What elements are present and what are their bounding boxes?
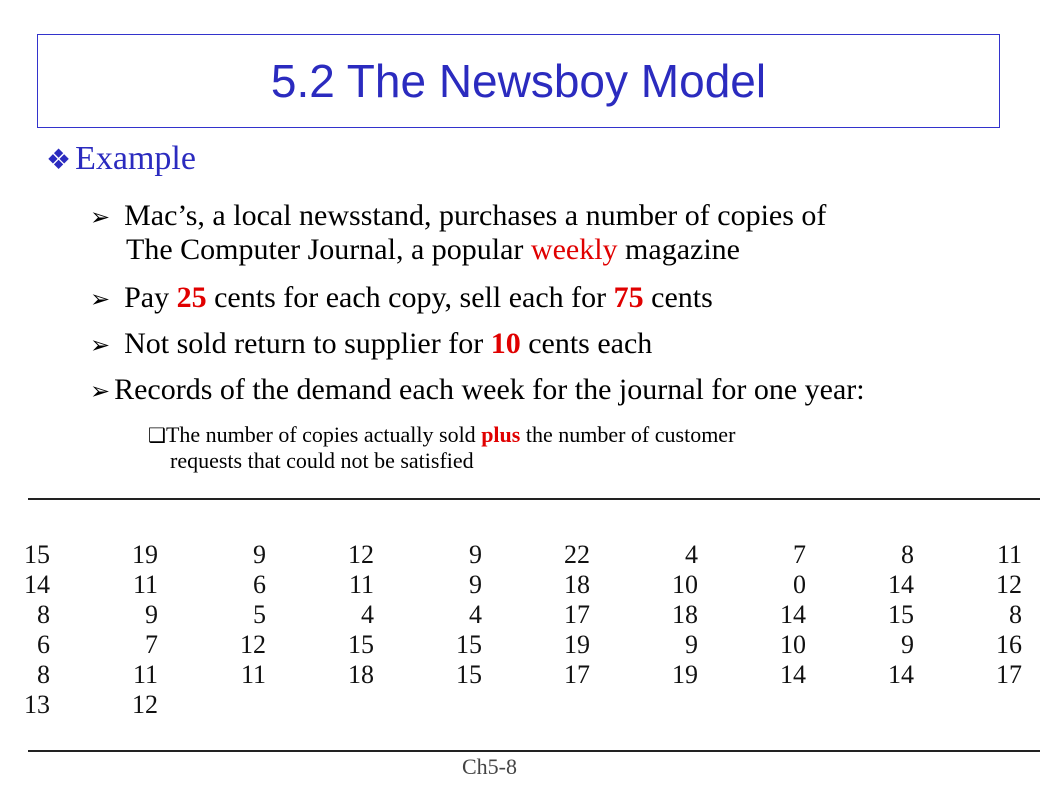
table-row [10, 570, 1022, 600]
salvage-value: 10 [490, 327, 521, 360]
arrow-bullet-icon: ➢ [90, 377, 111, 405]
bullet-2-text-mid: cents for each copy, sell each for [206, 281, 614, 314]
checkbox-bullet-icon: ❑ [148, 423, 166, 447]
demand-cell: 15 [24, 540, 50, 569]
table-row [10, 540, 1022, 570]
demand-cell: 11 [996, 540, 1022, 569]
bullet-2-text: Pay [124, 281, 177, 314]
example-heading [46, 140, 196, 178]
table-row [10, 600, 1022, 630]
table-row [10, 690, 1022, 720]
demand-cell: 12 [240, 630, 266, 659]
demand-cell: 13 [24, 690, 50, 719]
table-bottom-rule [28, 750, 1040, 752]
bullet-2 [90, 281, 713, 316]
demand-cell: 15 [888, 600, 914, 629]
bullet-4 [90, 373, 865, 408]
diamond-bullet-icon: ❖ [46, 145, 72, 176]
demand-table [10, 540, 1022, 720]
demand-cell [914, 690, 1022, 720]
demand-cell: 16 [996, 630, 1022, 659]
demand-cell: 9 [253, 540, 266, 569]
demand-cell: 8 [901, 540, 914, 569]
demand-cell: 15 [456, 630, 482, 659]
sub-bullet-line-2: requests that could not be satisfied [170, 448, 474, 473]
demand-cell: 8 [37, 600, 50, 629]
bullet-1-line-2-end: magazine [617, 233, 740, 266]
demand-cell: 14 [24, 570, 50, 599]
demand-cell: 8 [1009, 600, 1022, 629]
demand-cell: 19 [132, 540, 158, 569]
bullet-1 [90, 199, 826, 234]
plus-highlight: plus [481, 422, 521, 447]
table-row [10, 660, 1022, 690]
arrow-bullet-icon: ➢ [90, 331, 111, 359]
demand-cell [158, 690, 266, 720]
demand-cell: 12 [132, 690, 158, 719]
demand-cell: 22 [564, 540, 590, 569]
demand-cell: 18 [672, 600, 698, 629]
demand-cell: 7 [793, 540, 806, 569]
demand-cell [806, 690, 914, 720]
demand-cell: 4 [469, 600, 482, 629]
sub-bullet-text: The number of copies actually sold [165, 422, 482, 447]
demand-cell [590, 690, 698, 720]
demand-cell: 9 [469, 570, 482, 599]
arrow-bullet-icon: ➢ [90, 203, 111, 231]
demand-cell: 14 [780, 600, 806, 629]
demand-cell: 19 [564, 630, 590, 659]
demand-cell: 15 [456, 660, 482, 689]
example-label: Example [75, 140, 196, 177]
demand-cell: 5 [253, 600, 266, 629]
demand-cell: 4 [685, 540, 698, 569]
demand-cell [482, 690, 590, 720]
demand-cell: 12 [348, 540, 374, 569]
bullet-1-line-2: The Computer Journal, a popular [126, 233, 531, 266]
demand-cell: 17 [996, 660, 1022, 689]
demand-cell: 10 [672, 570, 698, 599]
demand-cell: 19 [672, 660, 698, 689]
sub-bullet-text-end: the number of customer [520, 422, 736, 447]
slide-footer: Ch5-8 [462, 754, 517, 779]
demand-cell: 6 [37, 630, 50, 659]
bullet-3-text-end: cents each [520, 327, 653, 360]
demand-cell: 17 [564, 600, 590, 629]
demand-cell: 9 [685, 630, 698, 659]
demand-cell: 6 [253, 570, 266, 599]
demand-cell [266, 690, 374, 720]
demand-cell: 14 [888, 570, 914, 599]
demand-cell [698, 690, 806, 720]
demand-cell: 11 [132, 660, 158, 689]
bullet-3 [90, 327, 652, 362]
demand-cell: 18 [348, 660, 374, 689]
demand-cell: 12 [996, 570, 1022, 599]
demand-cell: 10 [780, 630, 806, 659]
title-box [37, 34, 1000, 128]
demand-cell: 8 [37, 660, 50, 689]
weekly-highlight: weekly [530, 233, 618, 266]
demand-cell: 9 [145, 600, 158, 629]
slide-title: 5.2 The Newsboy Model [270, 55, 767, 107]
sub-bullet [148, 422, 968, 474]
demand-cell: 17 [564, 660, 590, 689]
bullet-1-cont [126, 233, 740, 267]
demand-cell: 14 [780, 660, 806, 689]
demand-cell: 14 [888, 660, 914, 689]
demand-cell: 7 [145, 630, 158, 659]
demand-cell: 11 [348, 570, 374, 599]
demand-cell: 15 [348, 630, 374, 659]
table-row [10, 630, 1022, 660]
demand-cell: 18 [564, 570, 590, 599]
demand-cell: 4 [361, 600, 374, 629]
bullet-4-text: Records of the demand each week for the journal for one year: [114, 373, 865, 406]
demand-cell: 9 [901, 630, 914, 659]
bullet-3-text: Not sold return to supplier for [124, 327, 491, 360]
demand-cell [374, 690, 482, 720]
price-value: 75 [613, 281, 644, 314]
demand-cell: 0 [793, 570, 806, 599]
demand-cell: 11 [240, 660, 266, 689]
cost-value: 25 [176, 281, 207, 314]
table-top-rule [28, 498, 1040, 500]
demand-cell: 11 [132, 570, 158, 599]
bullet-2-text-end: cents [643, 281, 713, 314]
bullet-1-line-1: Mac’s, a local newsstand, purchases a number of copies of [124, 199, 827, 232]
demand-cell: 9 [469, 540, 482, 569]
arrow-bullet-icon: ➢ [90, 285, 111, 313]
